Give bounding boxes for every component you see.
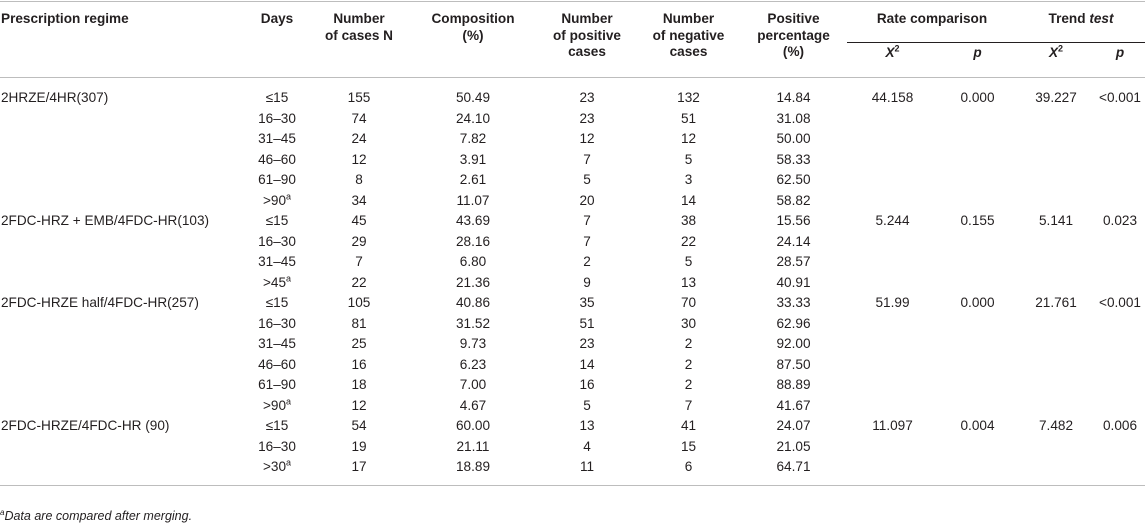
cell-empty bbox=[847, 314, 938, 335]
cell-rate-chi2: 44.158 bbox=[871, 90, 914, 105]
cell-empty bbox=[938, 252, 1017, 273]
cell-negative: 2 bbox=[684, 336, 693, 351]
cell-empty bbox=[938, 191, 1017, 212]
cell-composition: 2.61 bbox=[459, 172, 487, 187]
cell-negative: 132 bbox=[677, 90, 700, 105]
cell-percentage: 24.14 bbox=[776, 233, 811, 249]
cell-cases: 7 bbox=[355, 254, 363, 269]
cell-days: 61–90 bbox=[258, 172, 296, 187]
cell-empty bbox=[1017, 129, 1095, 150]
cell-composition: 28.16 bbox=[455, 233, 491, 249]
cell-negative: 15 bbox=[680, 438, 697, 454]
cell-empty bbox=[1017, 109, 1095, 130]
cell-empty bbox=[1095, 437, 1145, 458]
header-trend-p: p bbox=[1115, 44, 1125, 60]
cell-percentage: 92.00 bbox=[776, 336, 811, 351]
regime-empty bbox=[0, 396, 245, 417]
cell-days: ≤15 bbox=[265, 90, 289, 105]
cell-empty bbox=[938, 273, 1017, 294]
cell-positive: 5 bbox=[583, 397, 591, 413]
cell-trend-chi2: 21.761 bbox=[1035, 295, 1077, 310]
cell-composition: 21.11 bbox=[456, 438, 490, 454]
cell-cases: 22 bbox=[351, 274, 367, 290]
header-positive-cases: Number of positive cases bbox=[553, 11, 621, 59]
regime-empty bbox=[0, 232, 245, 253]
table-row bbox=[0, 334, 1145, 355]
cell-empty bbox=[847, 129, 938, 150]
regime-empty bbox=[0, 457, 245, 485]
cell-empty bbox=[938, 457, 1017, 485]
regime-name: 2FDC-HRZE/4FDC-HR (90) bbox=[1, 418, 170, 433]
cell-cases: 54 bbox=[351, 418, 367, 433]
cell-trend-p: <0.001 bbox=[1099, 90, 1141, 105]
cell-cases: 16 bbox=[351, 356, 367, 372]
table-row bbox=[0, 437, 1145, 458]
regime-empty bbox=[0, 129, 245, 150]
table-row bbox=[0, 78, 1145, 109]
regime-empty bbox=[0, 252, 245, 273]
regime-name: 2FDC-HRZE half/4FDC-HR(257) bbox=[1, 295, 199, 310]
header-negative-cases: Number of negative cases bbox=[652, 11, 725, 59]
cell-rate-chi2: 51.99 bbox=[875, 295, 910, 310]
cell-days: 31–45 bbox=[258, 131, 296, 146]
cell-empty bbox=[1095, 375, 1145, 396]
cell-percentage: 87.50 bbox=[776, 356, 811, 372]
cell-cases: 29 bbox=[351, 233, 367, 249]
cell-rate-chi2: 11.097 bbox=[872, 418, 913, 433]
cell-empty bbox=[1095, 396, 1145, 417]
cell-days: ≤15 bbox=[265, 418, 289, 433]
cell-empty bbox=[938, 150, 1017, 171]
cell-percentage: 50.00 bbox=[776, 131, 811, 146]
cell-days: 31–45 bbox=[258, 254, 296, 269]
cell-composition: 40.86 bbox=[455, 295, 491, 310]
regime-name: 2HRZE/4HR(307) bbox=[1, 90, 109, 105]
cell-empty bbox=[847, 437, 938, 458]
cell-percentage: 88.89 bbox=[776, 377, 811, 392]
cell-cases: 18 bbox=[351, 377, 367, 392]
cell-positive: 7 bbox=[583, 151, 591, 167]
table-row bbox=[0, 170, 1145, 191]
cell-positive: 2 bbox=[583, 254, 591, 269]
cell-negative: 51 bbox=[680, 110, 697, 126]
cell-days: 16–30 bbox=[258, 233, 296, 249]
cell-negative: 7 bbox=[684, 397, 693, 413]
cell-percentage: 40.91 bbox=[776, 274, 811, 290]
cell-composition: 4.67 bbox=[459, 397, 487, 413]
header-trend-chi2: $X^2$ bbox=[1048, 43, 1064, 60]
regime-empty bbox=[0, 191, 245, 212]
cell-percentage: 58.82 bbox=[776, 192, 811, 208]
cell-cases: 12 bbox=[351, 397, 367, 413]
cell-empty bbox=[938, 170, 1017, 191]
cell-empty bbox=[1017, 273, 1095, 294]
regime-empty bbox=[0, 314, 245, 335]
cell-rate-p: 0.000 bbox=[960, 90, 995, 105]
cell-positive: 23 bbox=[579, 110, 595, 126]
table-row bbox=[0, 252, 1145, 273]
cell-empty bbox=[1017, 232, 1095, 253]
cell-negative: 38 bbox=[680, 213, 697, 228]
table-row bbox=[0, 211, 1145, 232]
cell-percentage: 41.67 bbox=[776, 397, 811, 413]
header-rate-p: p bbox=[973, 44, 982, 60]
cell-percentage: 58.33 bbox=[776, 151, 811, 167]
cell-cases: 25 bbox=[351, 336, 367, 351]
regime-name: 2FDC-HRZ + EMB/4FDC-HR(103) bbox=[1, 213, 210, 228]
cell-negative: 14 bbox=[680, 192, 697, 208]
cell-positive: 12 bbox=[579, 131, 595, 146]
cell-days: $>45^a$ bbox=[262, 272, 292, 290]
regime-empty bbox=[0, 355, 245, 376]
regime-empty bbox=[0, 375, 245, 396]
cell-empty bbox=[1017, 457, 1095, 485]
table-row bbox=[0, 457, 1145, 485]
table-row bbox=[0, 293, 1145, 314]
cell-rate-p: 0.155 bbox=[960, 213, 995, 228]
header-composition: Composition (%) bbox=[431, 11, 515, 43]
cell-cases: 24 bbox=[351, 131, 367, 146]
cell-empty bbox=[1017, 355, 1095, 376]
cell-positive: 9 bbox=[583, 274, 591, 290]
regime-empty bbox=[0, 109, 245, 130]
cell-empty bbox=[1017, 396, 1095, 417]
cell-rate-p: 0.000 bbox=[960, 295, 995, 310]
cell-empty bbox=[1095, 150, 1145, 171]
cell-positive: 23 bbox=[579, 90, 595, 105]
header-days: Days bbox=[260, 11, 294, 26]
cell-empty bbox=[1095, 457, 1145, 485]
cell-positive: 23 bbox=[579, 336, 595, 351]
header-rate-comparison: Rate comparison bbox=[847, 2, 1017, 43]
cell-negative: 13 bbox=[680, 274, 697, 290]
cell-empty bbox=[1017, 170, 1095, 191]
cell-composition: 18.89 bbox=[455, 459, 491, 474]
cell-percentage: 21.05 bbox=[776, 438, 811, 454]
cell-composition: 6.80 bbox=[459, 254, 487, 269]
cell-days: 46–60 bbox=[258, 151, 296, 167]
cell-negative: 2 bbox=[684, 356, 693, 372]
regime-empty bbox=[0, 170, 245, 191]
cell-percentage: 31.08 bbox=[776, 110, 811, 126]
cell-cases: 74 bbox=[351, 110, 367, 126]
cell-rate-chi2: 5.244 bbox=[875, 213, 910, 228]
header-trend-test: Trend test bbox=[1017, 2, 1145, 43]
regime-empty bbox=[0, 150, 245, 171]
header-positive-percentage: Positive percentage (%) bbox=[757, 11, 830, 59]
cell-empty bbox=[938, 129, 1017, 150]
cell-empty bbox=[1095, 170, 1145, 191]
cell-positive: 5 bbox=[583, 172, 591, 187]
cell-percentage: 28.57 bbox=[776, 254, 811, 269]
table-row bbox=[0, 232, 1145, 253]
table-row bbox=[0, 416, 1145, 437]
cell-empty bbox=[1095, 232, 1145, 253]
cell-composition: 50.49 bbox=[455, 90, 491, 105]
table-row bbox=[0, 150, 1145, 171]
cell-negative: 5 bbox=[684, 254, 693, 269]
regime-empty bbox=[0, 437, 245, 458]
cell-cases: 12 bbox=[351, 151, 367, 167]
table-row bbox=[0, 396, 1145, 417]
cell-positive: 7 bbox=[583, 213, 591, 228]
cell-cases: 45 bbox=[351, 213, 367, 228]
cell-positive: 11 bbox=[579, 459, 595, 474]
cell-empty bbox=[847, 150, 938, 171]
cell-composition: 21.36 bbox=[455, 274, 491, 290]
cell-percentage: 62.50 bbox=[776, 172, 811, 187]
regime-empty bbox=[0, 334, 245, 355]
cell-empty bbox=[1017, 150, 1095, 171]
cell-empty bbox=[938, 375, 1017, 396]
footnote: $^a$Data are compared after merging. bbox=[0, 507, 193, 523]
cell-positive: 4 bbox=[583, 438, 591, 454]
cell-positive: 16 bbox=[579, 377, 595, 392]
cell-days: $>30^a$ bbox=[262, 457, 292, 474]
cell-days: 31–45 bbox=[258, 336, 296, 351]
cell-empty bbox=[1017, 437, 1095, 458]
table-row bbox=[0, 129, 1145, 150]
cell-empty bbox=[847, 355, 938, 376]
table-row bbox=[0, 191, 1145, 212]
cell-empty bbox=[847, 334, 938, 355]
results-table bbox=[0, 1, 1145, 486]
cell-empty bbox=[847, 252, 938, 273]
cell-positive: 7 bbox=[583, 233, 591, 249]
cell-composition: 43.69 bbox=[455, 213, 491, 228]
table-row bbox=[0, 273, 1145, 294]
cell-empty bbox=[1095, 129, 1145, 150]
cell-empty bbox=[938, 334, 1017, 355]
cell-trend-chi2: 7.482 bbox=[1039, 418, 1074, 433]
cell-trend-p: <0.001 bbox=[1099, 295, 1141, 310]
cell-empty bbox=[1095, 314, 1145, 335]
cell-empty bbox=[847, 457, 938, 485]
cell-days: 61–90 bbox=[258, 377, 296, 392]
cell-empty bbox=[938, 232, 1017, 253]
cell-percentage: 64.71 bbox=[776, 459, 811, 474]
cell-days: $>90^a$ bbox=[262, 190, 292, 208]
cell-empty bbox=[1017, 252, 1095, 273]
regime-empty bbox=[0, 273, 245, 294]
cell-empty bbox=[847, 273, 938, 294]
cell-trend-chi2: 5.141 bbox=[1039, 213, 1074, 228]
cell-empty bbox=[1095, 109, 1145, 130]
cell-empty bbox=[847, 232, 938, 253]
cell-empty bbox=[938, 437, 1017, 458]
table-row bbox=[0, 314, 1145, 335]
cell-positive: 20 bbox=[579, 192, 595, 208]
cell-days: 16–30 bbox=[258, 315, 296, 331]
cell-empty bbox=[938, 396, 1017, 417]
cell-cases: 17 bbox=[351, 459, 367, 474]
cell-empty bbox=[1017, 375, 1095, 396]
cell-cases: 155 bbox=[347, 90, 371, 105]
table-header bbox=[0, 2, 1145, 78]
header-cases: Number of cases N bbox=[324, 11, 393, 43]
cell-composition: 31.52 bbox=[455, 315, 491, 331]
cell-empty bbox=[1095, 191, 1145, 212]
cell-empty bbox=[847, 170, 938, 191]
cell-empty bbox=[1095, 334, 1145, 355]
cell-rate-p: 0.004 bbox=[960, 418, 995, 433]
cell-days: ≤15 bbox=[265, 295, 289, 310]
cell-positive: 51 bbox=[579, 315, 595, 331]
cell-cases: 8 bbox=[355, 172, 363, 187]
cell-composition: 60.00 bbox=[455, 418, 491, 433]
cell-negative: 12 bbox=[680, 131, 697, 146]
cell-percentage: 14.84 bbox=[776, 90, 811, 105]
cell-composition: 6.23 bbox=[459, 356, 487, 372]
cell-trend-p: 0.023 bbox=[1103, 213, 1138, 228]
cell-empty bbox=[938, 314, 1017, 335]
table-row bbox=[0, 355, 1145, 376]
cell-composition: 11.07 bbox=[456, 192, 490, 208]
table-row bbox=[0, 109, 1145, 130]
cell-days: $>90^a$ bbox=[262, 395, 292, 413]
cell-empty bbox=[1095, 273, 1145, 294]
cell-percentage: 33.33 bbox=[776, 295, 811, 310]
cell-negative: 70 bbox=[680, 295, 697, 310]
cell-trend-chi2: 39.227 bbox=[1035, 90, 1077, 105]
cell-cases: 19 bbox=[351, 438, 367, 454]
cell-empty bbox=[847, 109, 938, 130]
cell-cases: 81 bbox=[351, 315, 367, 331]
cell-negative: 41 bbox=[680, 418, 697, 433]
cell-positive: 35 bbox=[579, 295, 595, 310]
cell-composition: 7.82 bbox=[459, 131, 487, 146]
cell-positive: 14 bbox=[579, 356, 595, 372]
cell-cases: 105 bbox=[347, 295, 371, 310]
cell-empty bbox=[1017, 334, 1095, 355]
cell-empty bbox=[1017, 314, 1095, 335]
cell-negative: 5 bbox=[684, 151, 693, 167]
cell-days: 46–60 bbox=[258, 356, 296, 372]
table-body bbox=[0, 78, 1145, 486]
cell-empty bbox=[1095, 355, 1145, 376]
cell-composition: 9.73 bbox=[459, 336, 487, 351]
cell-cases: 34 bbox=[351, 192, 367, 208]
cell-positive: 13 bbox=[579, 418, 595, 433]
cell-negative: 3 bbox=[684, 172, 693, 187]
cell-empty bbox=[1095, 252, 1145, 273]
cell-empty bbox=[847, 396, 938, 417]
cell-composition: 24.10 bbox=[455, 110, 491, 126]
cell-percentage: 24.07 bbox=[776, 418, 811, 433]
cell-trend-p: 0.006 bbox=[1103, 418, 1138, 433]
cell-negative: 22 bbox=[680, 233, 697, 249]
cell-empty bbox=[847, 191, 938, 212]
cell-percentage: 15.56 bbox=[776, 213, 811, 228]
cell-empty bbox=[938, 355, 1017, 376]
cell-empty bbox=[938, 109, 1017, 130]
cell-negative: 6 bbox=[684, 459, 693, 474]
header-regime: Prescription regime bbox=[1, 11, 129, 26]
cell-composition: 3.91 bbox=[459, 151, 487, 167]
table-row bbox=[0, 375, 1145, 396]
cell-days: 16–30 bbox=[258, 110, 296, 126]
cell-days: ≤15 bbox=[265, 213, 289, 228]
cell-percentage: 62.96 bbox=[776, 315, 811, 331]
header-rate-chi2: $X^2$ bbox=[885, 43, 900, 60]
cell-days: 16–30 bbox=[258, 438, 296, 454]
cell-negative: 30 bbox=[680, 315, 697, 331]
cell-empty bbox=[847, 375, 938, 396]
cell-empty bbox=[1017, 191, 1095, 212]
cell-negative: 2 bbox=[684, 377, 693, 392]
cell-composition: 7.00 bbox=[459, 377, 487, 392]
